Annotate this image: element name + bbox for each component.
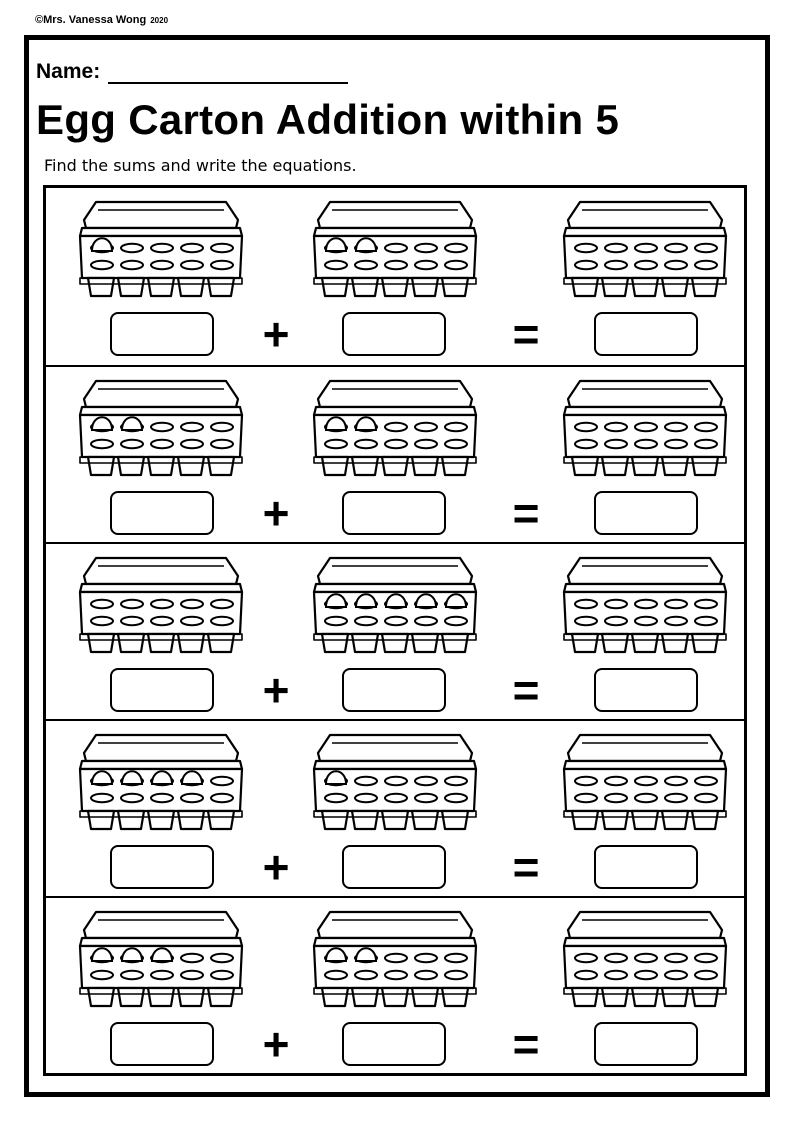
carton-slot <box>605 244 627 252</box>
carton-slot <box>325 617 347 625</box>
egg <box>92 238 112 251</box>
sum-answer-box[interactable] <box>594 668 698 712</box>
egg <box>152 771 172 784</box>
carton-slot <box>575 617 597 625</box>
carton-slot <box>445 617 467 625</box>
carton-slot <box>695 617 717 625</box>
carton-slot <box>695 794 717 802</box>
carton-slot <box>605 440 627 448</box>
carton-slot <box>121 600 143 608</box>
carton-slot <box>445 971 467 979</box>
carton-slot <box>211 794 233 802</box>
carton-slot <box>181 794 203 802</box>
carton-slot <box>665 954 687 962</box>
addend2-carton <box>308 554 480 660</box>
carton-slot <box>181 954 203 962</box>
carton-slot <box>635 777 657 785</box>
sum-carton <box>558 377 730 483</box>
egg-carton-image <box>558 554 730 660</box>
carton-slot <box>635 423 657 431</box>
egg <box>326 771 346 784</box>
carton-slot <box>665 971 687 979</box>
carton-slot <box>665 794 687 802</box>
carton-slot <box>151 794 173 802</box>
carton-slot <box>91 600 113 608</box>
carton-slot <box>635 244 657 252</box>
carton-slot <box>695 971 717 979</box>
carton-slot <box>355 971 377 979</box>
carton-slot <box>121 794 143 802</box>
carton-slot <box>445 777 467 785</box>
egg-carton-image <box>558 731 730 837</box>
copyright-text: ©Mrs. Vanessa Wong <box>35 14 147 26</box>
carton-slot <box>635 617 657 625</box>
carton-slot <box>385 440 407 448</box>
carton-slot <box>355 617 377 625</box>
carton-slot <box>211 261 233 269</box>
egg <box>92 417 112 430</box>
addend2-answer-box[interactable] <box>342 668 446 712</box>
egg <box>416 594 436 607</box>
egg-carton-image <box>308 554 480 660</box>
addend2-carton <box>308 198 480 304</box>
carton-slot <box>211 617 233 625</box>
carton-slot <box>665 600 687 608</box>
addend1-answer-box[interactable] <box>110 312 214 356</box>
carton-slot <box>605 971 627 979</box>
addend1-answer-box[interactable] <box>110 668 214 712</box>
carton-slot <box>605 600 627 608</box>
equals-sign: = <box>512 841 540 893</box>
carton-slot <box>635 954 657 962</box>
egg-carton-image <box>74 377 246 483</box>
problem-row <box>46 542 744 719</box>
carton-slot <box>635 971 657 979</box>
carton-slot <box>575 794 597 802</box>
problem-row <box>46 365 744 542</box>
problem-row <box>46 896 744 1073</box>
carton-slot <box>181 261 203 269</box>
carton-slot <box>385 971 407 979</box>
carton-slot <box>415 423 437 431</box>
carton-slot <box>695 440 717 448</box>
carton-slot <box>385 244 407 252</box>
carton-slot <box>665 244 687 252</box>
sum-answer-box[interactable] <box>594 845 698 889</box>
carton-slot <box>665 261 687 269</box>
copyright-year: 2020 <box>150 16 169 25</box>
sum-answer-box[interactable] <box>594 312 698 356</box>
carton-slot <box>211 244 233 252</box>
carton-slot <box>605 794 627 802</box>
carton-slot <box>181 440 203 448</box>
egg <box>356 948 376 961</box>
carton-slot <box>121 440 143 448</box>
egg-carton-image <box>558 908 730 1014</box>
egg-carton-image <box>558 377 730 483</box>
carton-slot <box>355 261 377 269</box>
carton-slot <box>445 794 467 802</box>
carton-slot <box>385 794 407 802</box>
carton-slot <box>181 971 203 979</box>
carton-slot <box>575 971 597 979</box>
carton-slot <box>91 440 113 448</box>
carton-slot <box>635 600 657 608</box>
carton-slot <box>181 423 203 431</box>
egg <box>122 948 142 961</box>
egg <box>356 594 376 607</box>
carton-slot <box>575 440 597 448</box>
egg <box>386 594 406 607</box>
carton-slot <box>121 244 143 252</box>
egg <box>182 771 202 784</box>
sum-carton <box>558 908 730 1014</box>
plus-sign: + <box>262 487 290 539</box>
carton-slot <box>445 244 467 252</box>
egg-carton-image <box>308 377 480 483</box>
plus-sign: + <box>262 841 290 893</box>
egg-carton-image <box>308 908 480 1014</box>
carton-slot <box>445 954 467 962</box>
carton-slot <box>575 954 597 962</box>
sum-answer-box[interactable] <box>594 491 698 535</box>
carton-slot <box>91 794 113 802</box>
carton-slot <box>695 244 717 252</box>
carton-slot <box>415 244 437 252</box>
equals-sign: = <box>512 1018 540 1070</box>
egg <box>122 771 142 784</box>
egg-carton-image <box>74 908 246 1014</box>
problem-grid <box>43 185 747 1076</box>
carton-slot <box>635 440 657 448</box>
carton-slot <box>385 261 407 269</box>
carton-slot <box>575 777 597 785</box>
name-label: Name: <box>36 60 101 83</box>
carton-slot <box>445 423 467 431</box>
carton-slot <box>695 954 717 962</box>
addend1-carton <box>74 198 246 304</box>
carton-slot <box>151 600 173 608</box>
carton-slot <box>151 440 173 448</box>
addend1-answer-box[interactable] <box>110 491 214 535</box>
addend1-carton <box>74 731 246 837</box>
carton-slot <box>325 971 347 979</box>
carton-slot <box>695 261 717 269</box>
plus-sign: + <box>262 308 290 360</box>
addend1-answer-box[interactable] <box>110 1022 214 1066</box>
carton-slot <box>575 244 597 252</box>
carton-slot <box>355 794 377 802</box>
carton-slot <box>151 261 173 269</box>
carton-slot <box>695 600 717 608</box>
egg <box>326 417 346 430</box>
carton-slot <box>151 244 173 252</box>
carton-slot <box>355 440 377 448</box>
carton-slot <box>665 617 687 625</box>
egg <box>92 771 112 784</box>
sum-answer-box[interactable] <box>594 1022 698 1066</box>
carton-slot <box>415 777 437 785</box>
carton-slot <box>415 971 437 979</box>
plus-sign: + <box>262 664 290 716</box>
name-input-line[interactable] <box>108 62 348 84</box>
carton-slot <box>605 423 627 431</box>
carton-slot <box>385 423 407 431</box>
egg <box>326 948 346 961</box>
addend2-answer-box[interactable] <box>342 312 446 356</box>
addend2-answer-box[interactable] <box>342 845 446 889</box>
carton-slot <box>605 617 627 625</box>
name-field <box>36 60 348 84</box>
carton-slot <box>445 440 467 448</box>
carton-slot <box>385 617 407 625</box>
equals-sign: = <box>512 664 540 716</box>
egg-carton-image <box>308 731 480 837</box>
carton-slot <box>325 794 347 802</box>
instructions: Find the sums and write the equations. <box>44 156 357 175</box>
carton-slot <box>181 617 203 625</box>
carton-slot <box>211 440 233 448</box>
carton-slot <box>325 261 347 269</box>
carton-slot <box>151 617 173 625</box>
addend2-answer-box[interactable] <box>342 491 446 535</box>
egg <box>326 238 346 251</box>
carton-slot <box>181 244 203 252</box>
addend2-answer-box[interactable] <box>342 1022 446 1066</box>
addend1-answer-box[interactable] <box>110 845 214 889</box>
carton-slot <box>695 423 717 431</box>
carton-slot <box>415 261 437 269</box>
problem-row <box>46 719 744 896</box>
carton-slot <box>211 954 233 962</box>
carton-slot <box>605 261 627 269</box>
egg-carton-image <box>558 198 730 304</box>
carton-slot <box>325 440 347 448</box>
carton-slot <box>385 954 407 962</box>
egg <box>326 594 346 607</box>
carton-slot <box>91 617 113 625</box>
egg <box>152 948 172 961</box>
carton-slot <box>665 777 687 785</box>
carton-slot <box>665 440 687 448</box>
sum-carton <box>558 731 730 837</box>
carton-slot <box>445 261 467 269</box>
copyright-notice <box>35 14 168 26</box>
carton-slot <box>415 954 437 962</box>
carton-slot <box>605 954 627 962</box>
carton-slot <box>575 261 597 269</box>
carton-slot <box>211 777 233 785</box>
carton-slot <box>635 261 657 269</box>
carton-slot <box>355 777 377 785</box>
egg <box>446 594 466 607</box>
problem-row <box>46 188 744 365</box>
addend1-carton <box>74 554 246 660</box>
equals-sign: = <box>512 487 540 539</box>
egg-carton-image <box>308 198 480 304</box>
addend2-carton <box>308 731 480 837</box>
carton-slot <box>121 261 143 269</box>
addend2-carton <box>308 377 480 483</box>
egg <box>356 238 376 251</box>
egg <box>122 417 142 430</box>
carton-slot <box>635 794 657 802</box>
carton-slot <box>121 617 143 625</box>
sum-carton <box>558 554 730 660</box>
egg-carton-image <box>74 731 246 837</box>
carton-slot <box>91 971 113 979</box>
carton-slot <box>151 971 173 979</box>
carton-slot <box>91 261 113 269</box>
carton-slot <box>211 423 233 431</box>
carton-slot <box>695 777 717 785</box>
page-title: Egg Carton Addition within 5 <box>36 96 620 143</box>
egg <box>356 417 376 430</box>
addend1-carton <box>74 908 246 1014</box>
carton-slot <box>181 600 203 608</box>
addend1-carton <box>74 377 246 483</box>
carton-slot <box>415 440 437 448</box>
carton-slot <box>665 423 687 431</box>
egg <box>92 948 112 961</box>
egg-carton-image <box>74 198 246 304</box>
egg-carton-image <box>74 554 246 660</box>
sum-carton <box>558 198 730 304</box>
addend2-carton <box>308 908 480 1014</box>
plus-sign: + <box>262 1018 290 1070</box>
carton-slot <box>415 794 437 802</box>
carton-slot <box>211 600 233 608</box>
carton-slot <box>605 777 627 785</box>
carton-slot <box>211 971 233 979</box>
carton-slot <box>385 777 407 785</box>
carton-slot <box>121 971 143 979</box>
equals-sign: = <box>512 308 540 360</box>
carton-slot <box>151 423 173 431</box>
carton-slot <box>575 600 597 608</box>
carton-slot <box>415 617 437 625</box>
carton-slot <box>575 423 597 431</box>
